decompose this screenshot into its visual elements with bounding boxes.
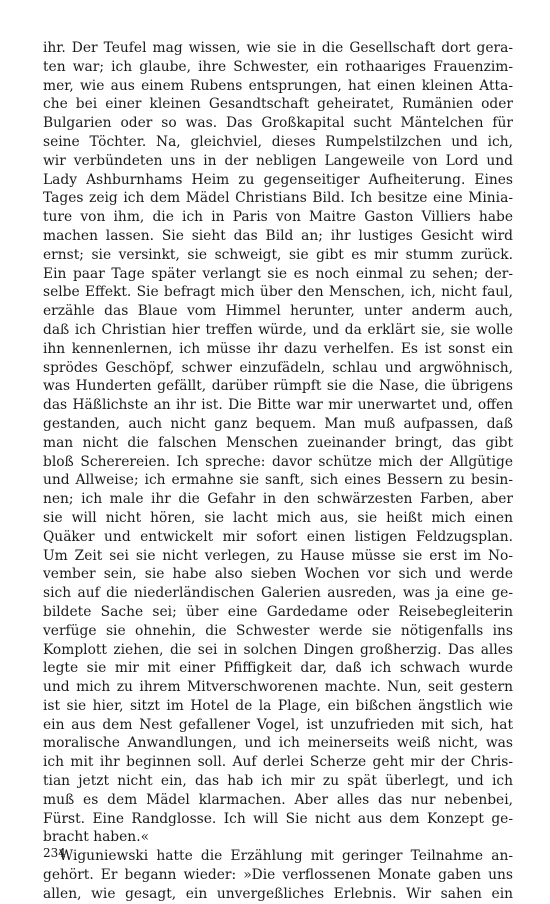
text-line: Wiguniewski hatte die Erzählung mit geringer Teilnahme an- (59, 848, 513, 865)
text-line: ihr. Der Teufel mag wissen, wie sie in die Gesellschaft dort gera- (43, 40, 513, 56)
text-line: Fürst. Eine Randglosse. Ich will Sie nicht aus dem Konzept ge- (43, 810, 513, 827)
text-line: allen, wie gesagt, ein unvergeßliches Erlebnis. Wir sahen ein (43, 885, 513, 902)
text-line: gehört. Er begann wieder: »Die verflossenen Monate gaben uns (43, 867, 513, 884)
text-line: sich auf die niederländischen Galerien ausreden, was ja eine ge- (43, 585, 513, 602)
text-line: mer, wie aus einem Rubens entsprungen, hat einen kleinen Atta- (43, 77, 513, 94)
text-line: verfüge sie ohnehin, die Schwester werde sie nötigenfalls ins (43, 622, 513, 639)
page-text (43, 39, 513, 904)
text-line: bildete Sache sei; über eine Gardedame oder Reisebegleiterin (43, 603, 513, 620)
text-line: Lady Ashburnhams Heim zu gegenseitiger Aufheiterung. Eines (43, 171, 513, 188)
text-line: vember sein, sie habe also sieben Wochen vor sich und werde (43, 566, 513, 583)
text-line: und mich zu ihrem Mitverschworenen machte. Nun, seit gestern (43, 679, 513, 696)
text-line: sprödes Geschöpf, schwer einzufädeln, schlau und argwöhnisch, (43, 359, 513, 376)
text-line: Komplott ziehen, die sei in solchen Dingen großherzig. Das alles (43, 641, 513, 658)
text-line: machen lassen. Sie sieht das Bild an; ihr lustiges Gesicht wird (43, 227, 513, 244)
text-line: erzähle das Blaue vom Himmel herunter, unter anderm auch, (43, 303, 513, 320)
text-line: Ein paar Tage später verlangt sie es noch einmal zu sehen; der- (43, 265, 513, 282)
page-number: 234 (43, 846, 66, 860)
text-line: Um Zeit sei sie nicht verlegen, zu Hause müsse sie erst im No- (43, 547, 513, 564)
text-line: che bei einer kleinen Gesandtschaft geheiratet, Rumänien oder (43, 96, 513, 113)
text-line: moralische Anwandlungen, und ich meinerseits weiß nicht, was (43, 735, 513, 752)
text-line: man nicht die falschen Menschen zueinander bringt, das gibt (43, 434, 513, 451)
text-line: ture von ihm, die ich in Paris von Maitre Gaston Villiers habe (43, 209, 513, 226)
text-line: ten war; ich glaube, ihre Schwester, ein rothaariges Frauenzim- (43, 58, 513, 75)
text-line: bloß Scherereien. Ich spreche: davor schütze mich der Allgütige (43, 453, 513, 470)
text-line: legte sie mir mit einer Pfiffigkeit dar, daß ich schwach wurde (43, 660, 513, 677)
text-line: ein aus dem Nest gefallener Vogel, ist unzufrieden mit sich, hat (43, 716, 513, 733)
text-line: tian jetzt nicht ein, das hab ich mir zu spät überlegt, und ich (43, 773, 513, 790)
text-line: ernst; sie versinkt, sie schweigt, sie gibt es mir stumm zurück. (43, 246, 513, 263)
text-line: muß es dem Mädel klarmachen. Aber alles das nur nebenbei, (43, 791, 513, 808)
text-line: bracht haben.« (43, 829, 150, 846)
text-line: Bulgarien oder so was. Das Großkapital sucht Mäntelchen für (43, 115, 513, 132)
text-line: Tages zeig ich dem Mädel Christians Bild. Ich besitze eine Minia- (43, 190, 513, 207)
text-line: wir verbündeten uns in der nebligen Langeweile von Lord und (43, 152, 513, 169)
text-line: und Allweise; ich ermahne sie sanft, sich eines Bessern zu besin- (43, 472, 513, 489)
text-line: nen; ich male ihr die Gefahr in den schwärzesten Farben, aber (43, 491, 513, 508)
text-line: gestanden, auch nicht ganz bequem. Man muß aufpassen, daß (43, 415, 513, 432)
text-line: das Häßlichste an ihr ist. Die Bitte war mir unerwartet und, offen (43, 397, 513, 414)
text-line: ist sie hier, sitzt im Hotel de la Plage, ein bißchen ängstlich wie (43, 697, 513, 714)
text-line: daß ich Christian hier treffen würde, und da erklärt sie, sie wolle (43, 321, 513, 338)
text-line: sie will nicht hören, sie lacht mich aus, sie heißt mich einen (43, 509, 513, 526)
text-line: was Hunderten gefällt, darüber rümpft sie die Nase, die übrigens (43, 378, 513, 395)
text-line: ihn kennenlernen, ich müsse ihr dazu verhelfen. Es ist sonst ein (43, 340, 513, 357)
text-line: seine Töchter. Na, gleichviel, dieses Rumpelstilzchen und ich, (43, 133, 513, 150)
paragraph (43, 39, 513, 847)
text-line: ich mit ihr beginnen soll. Auf derlei Scherze geht mir der Chris- (43, 754, 513, 771)
text-line: selbe Effekt. Sie befragt mich über den Menschen, ich, nicht faul, (43, 284, 513, 301)
paragraph (43, 847, 513, 903)
text-line: Quäker und entwickelt mir sofort einen listigen Feldzugsplan. (43, 528, 513, 545)
